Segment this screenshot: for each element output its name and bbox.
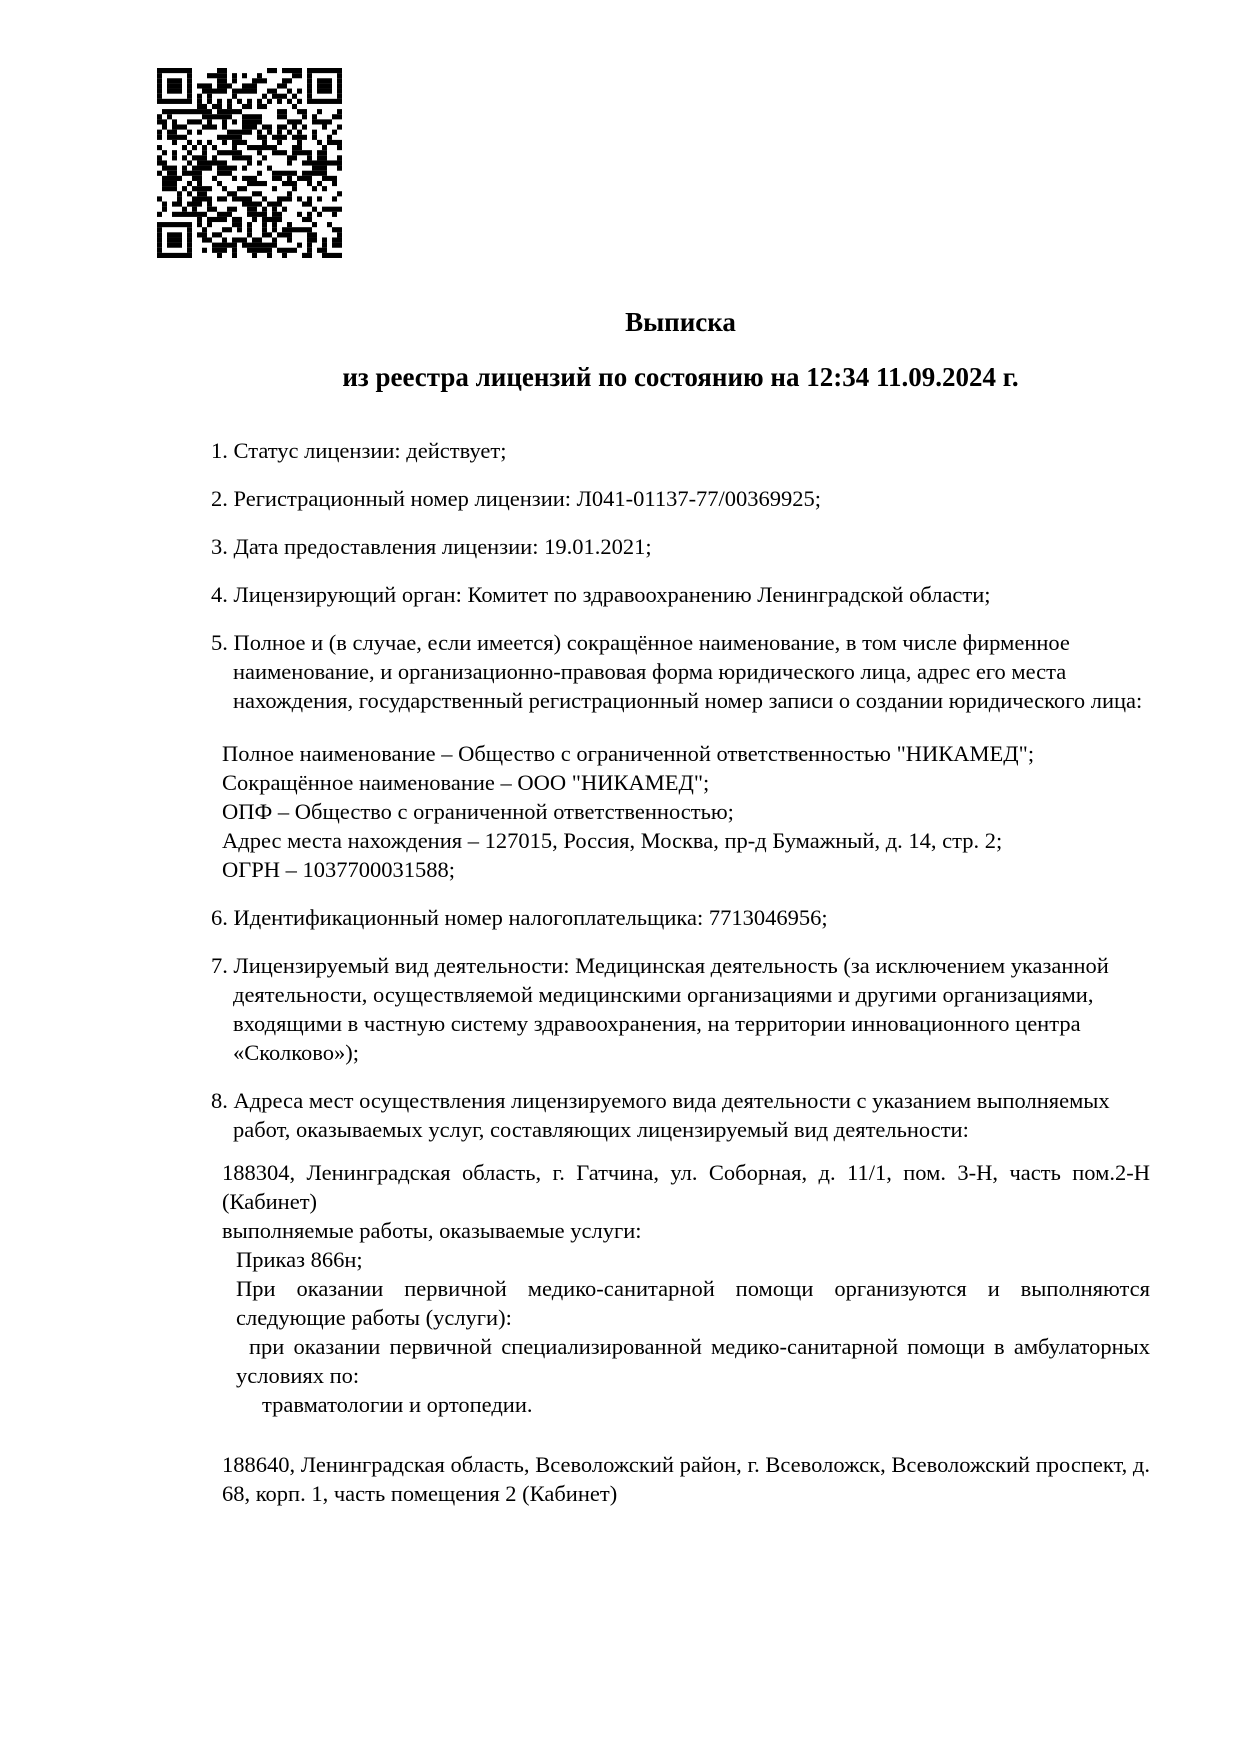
company-ogrn: ОГРН – 1037700031588; — [222, 857, 456, 882]
location-gatchina — [222, 1158, 1150, 1419]
item-legal-entity-heading: 5. Полное и (в случае, если имеется) сокращённое наименование, в том числе фирменное наименование, и организационно-правовая форма юридического лица, адрес его места нахождения, государственный регистрационный номер записи о создании юридического лица: — [211, 630, 1143, 713]
company-full-name: Полное наименование – Общество с ограниченной ответственностью "НИКАМЕД"; — [222, 741, 1035, 766]
work-specialized-care: при оказании первичной специализированной медико-санитарной помощи в амбулаторных условиях по: — [236, 1334, 1150, 1388]
item-license-date: 3. Дата предоставления лицензии: 19.01.2021; — [211, 534, 652, 559]
work-order-number: Приказ 866н; — [236, 1247, 363, 1272]
item-activity-addresses-heading: 8. Адреса мест осуществления лицензируемого вида деятельности с указанием выполняемых работ, оказываемых услуг, составляющих лицензируемый вид деятельности: — [211, 1088, 1110, 1142]
company-short-name: Сокращённое наименование – ООО "НИКАМЕД"; — [222, 770, 710, 795]
item-licensed-activity: 7. Лицензируемый вид деятельности: Медицинская деятельность (за исключением указанной деятельности, осуществляемой медицинскими организациями и другими организациями, входящими в частную систему здравоохранения, на территории инновационного центра «Сколково»); — [211, 953, 1109, 1065]
company-details — [222, 739, 1150, 884]
works-intro: выполняемые работы, оказываемые услуги: — [222, 1218, 642, 1243]
location-vsevolozhsk — [222, 1450, 1150, 1508]
document-subtitle: из реестра лицензий по состоянию на 12:34 11.09.2024 г. — [342, 362, 1019, 392]
location-address: 188304, Ленинградская область, г. Гатчина, ул. Соборная, д. 11/1, пом. 3-Н, часть пом.2-Н (Кабинет) — [222, 1160, 1150, 1214]
item-licensing-authority: 4. Лицензирующий орган: Комитет по здравоохранению Ленинградской области; — [211, 582, 991, 607]
document-body — [211, 308, 1150, 1508]
work-primary-care: При оказании первичной медико-санитарной помощи организуются и выполняются следующие работы (услуги): — [236, 1276, 1150, 1330]
work-traumatology: травматологии и ортопедии. — [262, 1392, 533, 1417]
document-title: Выписка — [625, 307, 736, 337]
company-address: Адрес места нахождения – 127015, Россия, Москва, пр-д Бумажный, д. 14, стр. 2; — [222, 828, 1003, 853]
company-legal-form: ОПФ – Общество с ограниченной ответственностью; — [222, 799, 734, 824]
item-inn: 6. Идентификационный номер налогоплательщика: 7713046956; — [211, 905, 828, 930]
item-license-status: 1. Статус лицензии: действует; — [211, 438, 507, 463]
item-registration-number: 2. Регистрационный номер лицензии: Л041-01137-77/00369925; — [211, 486, 822, 511]
qr-code-icon — [157, 68, 342, 258]
location-address: 188640, Ленинградская область, Всеволожский район, г. Всеволожск, Всеволожский проспект, д. 68, корп. 1, часть помещения 2 (Кабинет) — [222, 1452, 1150, 1506]
